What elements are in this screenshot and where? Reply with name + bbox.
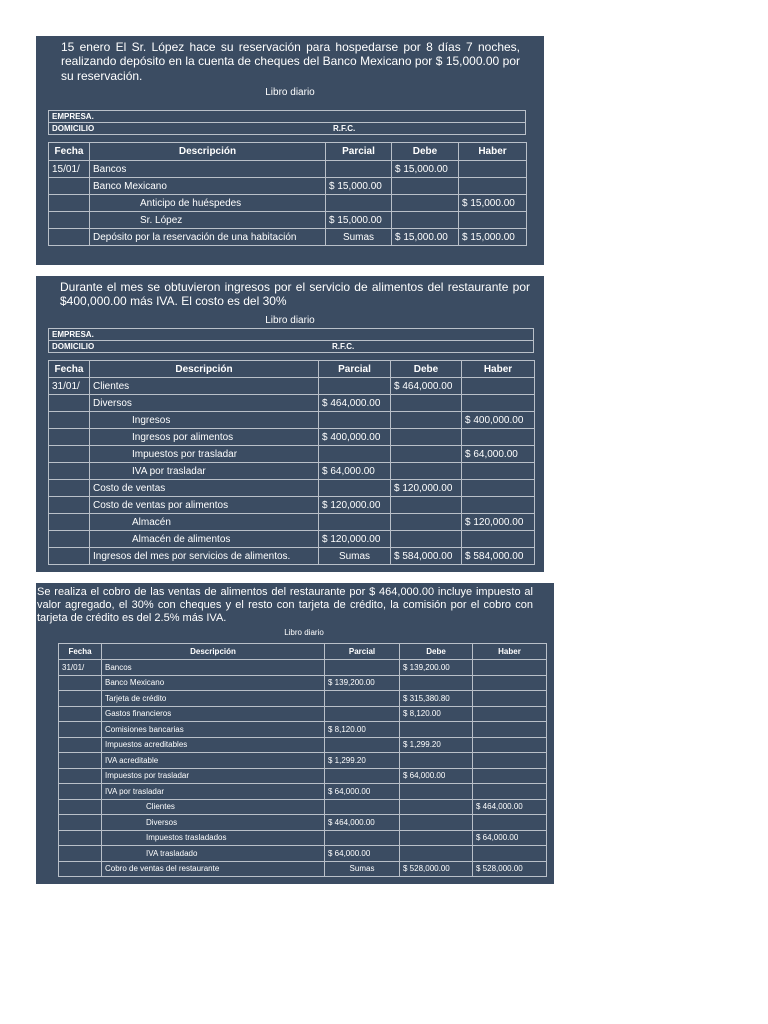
- table-row: [49, 531, 535, 548]
- cell-haber: [473, 737, 547, 753]
- table-row: [49, 378, 535, 395]
- cell-haber: [462, 531, 535, 548]
- header-fecha: Fecha: [49, 143, 90, 161]
- cell-haber: [473, 675, 547, 691]
- cell-descripcion: IVA acreditable: [102, 753, 325, 769]
- company-header: [48, 328, 534, 353]
- cell-parcial: $ 15,000.00: [326, 212, 392, 229]
- cell-fecha: [59, 830, 102, 846]
- domicilio-row: [49, 122, 525, 134]
- empresa-row: [49, 329, 533, 340]
- cell-descripcion: Clientes: [90, 378, 319, 395]
- cell-fecha: [59, 815, 102, 831]
- cell-descripcion: Comisiones bancarias: [102, 722, 325, 738]
- entry-description: Se realiza el cobro de las ventas de alimentos del restaurante por $ 464,000.00 incluye impuesto al valor agregado, el 30% con cheques y el resto con tarjeta de crédito, la comisión por el cobro con tarjeta de crédito es del 2.5% más IVA.: [37, 586, 533, 625]
- header-fecha: Fecha: [49, 361, 90, 378]
- header-parcial: Parcial: [319, 361, 391, 378]
- table-row: [49, 412, 535, 429]
- cell-fecha: [49, 212, 90, 229]
- cell-fecha: [49, 548, 90, 565]
- cell-debe: $ 528,000.00: [400, 861, 473, 877]
- cell-debe: [400, 722, 473, 738]
- table-row: [49, 161, 527, 178]
- journal-entry-collection: [36, 583, 554, 884]
- cell-fecha: [59, 799, 102, 815]
- table-row: [49, 229, 527, 246]
- cell-debe: [391, 497, 462, 514]
- table-row: [59, 675, 547, 691]
- cell-fecha: 31/01/: [49, 378, 90, 395]
- header-parcial: Parcial: [326, 143, 392, 161]
- table-row: [49, 463, 535, 480]
- cell-parcial: $ 64,000.00: [325, 846, 400, 862]
- caption-libro-diario: Libro diario: [265, 315, 315, 326]
- cell-haber: [459, 161, 527, 178]
- cell-haber: [462, 378, 535, 395]
- cell-fecha: [49, 497, 90, 514]
- cell-descripcion: Cobro de ventas del restaurante: [102, 861, 325, 877]
- cell-haber: [459, 212, 527, 229]
- header-parcial: Parcial: [325, 644, 400, 660]
- cell-parcial: [325, 768, 400, 784]
- caption-libro-diario: Libro diario: [284, 628, 324, 637]
- cell-haber: $ 120,000.00: [462, 514, 535, 531]
- table-header-row: [59, 644, 547, 660]
- cell-descripcion: Gastos financieros: [102, 706, 325, 722]
- cell-parcial: $ 120,000.00: [319, 497, 391, 514]
- table-row: [59, 706, 547, 722]
- cell-parcial: $ 64,000.00: [319, 463, 391, 480]
- cell-debe: [400, 846, 473, 862]
- cell-fecha: [49, 195, 90, 212]
- rfc-label: R.F.C.: [333, 124, 356, 133]
- cell-descripcion: Impuestos por trasladar: [102, 768, 325, 784]
- cell-parcial: [319, 446, 391, 463]
- cell-descripcion: IVA por trasladar: [102, 784, 325, 800]
- table-row: [59, 846, 547, 862]
- cell-debe: $ 1,299.20: [400, 737, 473, 753]
- cell-fecha: [49, 395, 90, 412]
- cell-descripcion: Almacén de alimentos: [90, 531, 319, 548]
- table-row: [49, 446, 535, 463]
- cell-debe: [400, 815, 473, 831]
- cell-haber: [473, 706, 547, 722]
- cell-parcial: [319, 378, 391, 395]
- cell-debe: $ 139,200.00: [400, 660, 473, 676]
- cell-debe: $ 64,000.00: [400, 768, 473, 784]
- rfc-label: R.F.C.: [332, 342, 355, 351]
- table-row: [49, 195, 527, 212]
- cell-haber: $ 528,000.00: [473, 861, 547, 877]
- entry-description: Durante el mes se obtuvieron ingresos por el servicio de alimentos del restaurante por $400,000.00 más IVA. El costo es del 30%: [60, 280, 530, 309]
- cell-descripcion: Banco Mexicano: [90, 178, 326, 195]
- table-row: [59, 830, 547, 846]
- table-row: [49, 480, 535, 497]
- cell-fecha: [49, 531, 90, 548]
- cell-fecha: [59, 675, 102, 691]
- journal-table: [48, 360, 535, 565]
- cell-fecha: 31/01/: [59, 660, 102, 676]
- table-row: [49, 429, 535, 446]
- cell-debe: $ 15,000.00: [392, 229, 459, 246]
- cell-debe: [391, 429, 462, 446]
- journal-entry-food-income: [36, 276, 544, 572]
- cell-descripcion: IVA trasladado: [102, 846, 325, 862]
- cell-parcial: $ 139,200.00: [325, 675, 400, 691]
- cell-parcial: [326, 161, 392, 178]
- cell-descripcion: IVA por trasladar: [90, 463, 319, 480]
- cell-haber: [473, 660, 547, 676]
- cell-parcial: [325, 706, 400, 722]
- table-row: [59, 753, 547, 769]
- domicilio-label: DOMICILIO: [52, 124, 95, 133]
- cell-descripcion: Almacén: [90, 514, 319, 531]
- cell-debe: [392, 212, 459, 229]
- table-row: [49, 178, 527, 195]
- cell-parcial: [325, 660, 400, 676]
- cell-parcial: $ 15,000.00: [326, 178, 392, 195]
- cell-descripcion: Banco Mexicano: [102, 675, 325, 691]
- header-debe: Debe: [391, 361, 462, 378]
- table-row: [49, 395, 535, 412]
- cell-descripcion: Ingresos del mes por servicios de alimentos.: [90, 548, 319, 565]
- cell-debe: [391, 412, 462, 429]
- header-descripcion: Descripción: [102, 644, 325, 660]
- cell-parcial: [325, 799, 400, 815]
- cell-fecha: [49, 463, 90, 480]
- cell-debe: $ 8,120.00: [400, 706, 473, 722]
- cell-fecha: [49, 514, 90, 531]
- cell-debe: $ 464,000.00: [391, 378, 462, 395]
- journal-table: [58, 643, 547, 877]
- table-row: [59, 722, 547, 738]
- empresa-label: EMPRESA.: [52, 330, 94, 339]
- cell-fecha: [49, 446, 90, 463]
- domicilio-label: DOMICILIO: [52, 342, 95, 351]
- cell-haber: $ 400,000.00: [462, 412, 535, 429]
- cell-debe: [391, 514, 462, 531]
- cell-haber: $ 64,000.00: [473, 830, 547, 846]
- cell-parcial: [319, 412, 391, 429]
- cell-debe: [391, 395, 462, 412]
- table-row: [59, 815, 547, 831]
- cell-fecha: [59, 861, 102, 877]
- header-haber: Haber: [459, 143, 527, 161]
- cell-parcial: Sumas: [326, 229, 392, 246]
- table-row: [49, 212, 527, 229]
- cell-descripcion: Sr. López: [90, 212, 326, 229]
- cell-descripcion: Costo de ventas por alimentos: [90, 497, 319, 514]
- cell-fecha: [49, 412, 90, 429]
- cell-haber: $ 15,000.00: [459, 229, 527, 246]
- cell-debe: [400, 753, 473, 769]
- cell-fecha: 15/01/: [49, 161, 90, 178]
- cell-descripcion: Diversos: [90, 395, 319, 412]
- empresa-row: [49, 111, 525, 122]
- cell-parcial: [319, 514, 391, 531]
- cell-fecha: [49, 480, 90, 497]
- cell-parcial: $ 400,000.00: [319, 429, 391, 446]
- cell-descripcion: Tarjeta de crédito: [102, 691, 325, 707]
- cell-parcial: $ 120,000.00: [319, 531, 391, 548]
- cell-haber: $ 15,000.00: [459, 195, 527, 212]
- cell-descripcion: Costo de ventas: [90, 480, 319, 497]
- cell-descripcion: Depósito por la reservación de una habitación: [90, 229, 326, 246]
- cell-debe: [400, 799, 473, 815]
- cell-debe: $ 15,000.00: [392, 161, 459, 178]
- cell-descripcion: Ingresos por alimentos: [90, 429, 319, 446]
- cell-descripcion: Anticipo de huéspedes: [90, 195, 326, 212]
- cell-haber: [473, 691, 547, 707]
- table-row: [59, 861, 547, 877]
- cell-fecha: [59, 784, 102, 800]
- cell-haber: $ 64,000.00: [462, 446, 535, 463]
- cell-haber: [462, 395, 535, 412]
- cell-descripcion: Bancos: [90, 161, 326, 178]
- table-row: [59, 799, 547, 815]
- header-descripcion: Descripción: [90, 361, 319, 378]
- cell-haber: [473, 815, 547, 831]
- cell-haber: [473, 753, 547, 769]
- cell-fecha: [59, 768, 102, 784]
- cell-parcial: $ 1,299.20: [325, 753, 400, 769]
- cell-haber: [462, 429, 535, 446]
- cell-parcial: [326, 195, 392, 212]
- table-row: [59, 768, 547, 784]
- table-row: [59, 691, 547, 707]
- cell-debe: $ 120,000.00: [391, 480, 462, 497]
- cell-haber: [462, 497, 535, 514]
- cell-parcial: $ 464,000.00: [319, 395, 391, 412]
- header-debe: Debe: [400, 644, 473, 660]
- journal-entry-reservation: [36, 36, 544, 265]
- header-fecha: Fecha: [59, 644, 102, 660]
- cell-descripcion: Impuestos por trasladar: [90, 446, 319, 463]
- table-row: [59, 784, 547, 800]
- cell-debe: [400, 830, 473, 846]
- cell-debe: [400, 784, 473, 800]
- cell-haber: [462, 480, 535, 497]
- cell-parcial: Sumas: [325, 861, 400, 877]
- header-haber: Haber: [462, 361, 535, 378]
- cell-debe: [391, 446, 462, 463]
- cell-fecha: [49, 429, 90, 446]
- cell-fecha: [59, 691, 102, 707]
- table-row: [49, 497, 535, 514]
- cell-descripcion: Impuestos acreditables: [102, 737, 325, 753]
- caption-libro-diario: Libro diario: [265, 87, 315, 98]
- header-debe: Debe: [392, 143, 459, 161]
- cell-parcial: [325, 691, 400, 707]
- cell-haber: $ 584,000.00: [462, 548, 535, 565]
- cell-descripcion: Ingresos: [90, 412, 319, 429]
- cell-haber: [459, 178, 527, 195]
- cell-debe: [391, 531, 462, 548]
- cell-debe: [391, 463, 462, 480]
- cell-fecha: [59, 737, 102, 753]
- domicilio-row: [49, 340, 533, 352]
- cell-parcial: [319, 480, 391, 497]
- cell-descripcion: Clientes: [102, 799, 325, 815]
- empresa-label: EMPRESA.: [52, 112, 94, 121]
- cell-parcial: [325, 830, 400, 846]
- cell-fecha: [59, 846, 102, 862]
- cell-descripcion: Diversos: [102, 815, 325, 831]
- table-row: [59, 737, 547, 753]
- cell-debe: [392, 195, 459, 212]
- cell-parcial: Sumas: [319, 548, 391, 565]
- entry-description: 15 enero El Sr. López hace su reservación para hospedarse por 8 días 7 noches, realizando depósito en la cuenta de cheques del Banco Mexicano por $ 15,000.00 por su reservación.: [61, 40, 520, 83]
- cell-haber: $ 464,000.00: [473, 799, 547, 815]
- cell-descripcion: Impuestos trasladados: [102, 830, 325, 846]
- cell-fecha: [59, 753, 102, 769]
- cell-fecha: [59, 722, 102, 738]
- cell-haber: [462, 463, 535, 480]
- cell-parcial: $ 8,120.00: [325, 722, 400, 738]
- cell-fecha: [59, 706, 102, 722]
- table-header-row: [49, 361, 535, 378]
- cell-debe: $ 315,380.80: [400, 691, 473, 707]
- table-row: [49, 514, 535, 531]
- journal-table: [48, 142, 527, 246]
- company-header: [48, 110, 526, 135]
- header-haber: Haber: [473, 644, 547, 660]
- cell-haber: [473, 846, 547, 862]
- cell-debe: [392, 178, 459, 195]
- table-row: [49, 548, 535, 565]
- cell-haber: [473, 768, 547, 784]
- table-header-row: [49, 143, 527, 161]
- cell-fecha: [49, 229, 90, 246]
- table-row: [59, 660, 547, 676]
- cell-haber: [473, 722, 547, 738]
- cell-haber: [473, 784, 547, 800]
- cell-debe: [400, 675, 473, 691]
- cell-parcial: $ 464,000.00: [325, 815, 400, 831]
- cell-debe: $ 584,000.00: [391, 548, 462, 565]
- header-descripcion: Descripción: [90, 143, 326, 161]
- cell-descripcion: Bancos: [102, 660, 325, 676]
- cell-parcial: $ 64,000.00: [325, 784, 400, 800]
- cell-parcial: [325, 737, 400, 753]
- cell-fecha: [49, 178, 90, 195]
